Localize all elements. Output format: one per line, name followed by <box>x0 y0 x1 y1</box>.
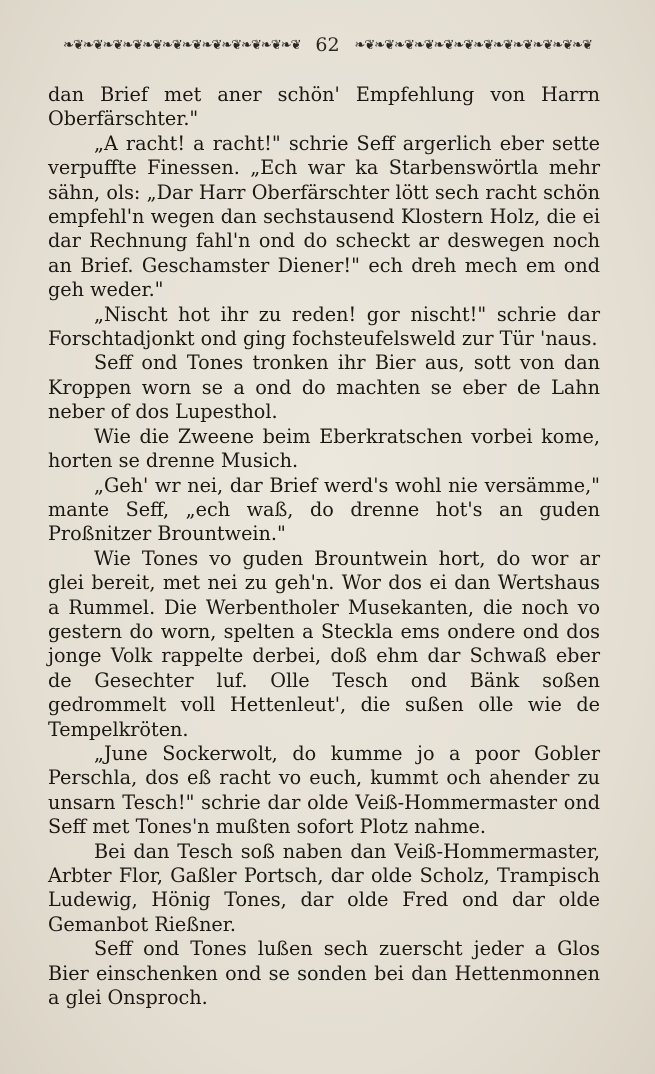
paragraph-10: Seff ond Tones lußen sech zuerscht jeder a Glos Bier einschenken ond se sonden bei dan Hettenmonnen a glei Onsproch. <box>48 937 600 1010</box>
ornament-right: ❧❦❧❦❧❦❧❦❧❦❧❦❧❦❧❦❧❦❧❦❧❦❧❦ <box>354 37 592 53</box>
paragraph-7: Wie Tones vo guden Brountwein hort, do wor ar glei bereit, met nei zu geh'n. Wor dos ei dan Wertshaus a Rummel. Die Werbentholer Musekanten, die noch vo gestern do worn, spelten a Steckla ems ondere ond dos jonge Volk rappelte derbei, doß ehm dar Schwaß eber de Gesechter luf. Olle Tesch ond Bänk soßen gedrommelt voll Hettenleut', die sußen olle wie de Tempelkröten. <box>48 546 600 741</box>
running-head <box>40 30 615 60</box>
paragraph-3: „Nischt hot ihr zu reden! gor nischt!" schrie dar Forschtadjonkt ond ging fochsteufelsweld zur Tür 'naus. <box>48 302 600 351</box>
paragraph-5: Wie die Zweene beim Eberkratschen vorbei kome, horten se drenne Musich. <box>48 424 600 473</box>
paragraph-6: „Geh' wr nei, dar Brief werd's wohl nie versämme," mante Seff, „ech waß, do drenne hot's an guden Proßnitzer Brountwein." <box>48 473 600 546</box>
paragraph-4: Seff ond Tones tronken ihr Bier aus, sott von dan Kroppen worn se a ond do machten se eber de Lahn neber of dos Lupesthol. <box>48 351 600 424</box>
ornament-left: ❧❦❧❦❧❦❧❦❧❦❧❦❧❦❧❦❧❦❧❦❧❦❧❦ <box>63 37 301 53</box>
paragraph-2: „A racht! a racht!" schrie Seff argerlich eber sette verpuffte Finessen. „Ech war ka Starbenswörtla mehr sähn, ols: „Dar Harr Oberfärschter lött sech racht schön empfehl'n wegen dan sechstausend Klostern Holz, die ei dar Rechnung fahl'n ond do scheckt ar deswegen noch an Brief. Geschamster Diener!" ech dreh mech em ond geh weder." <box>48 131 600 302</box>
page-number: 62 <box>315 34 340 56</box>
body-text <box>48 83 600 1010</box>
paragraph-1: dan Brief met aner schön' Empfehlung von Harrn Oberfärschter." <box>48 83 600 131</box>
paragraph-9: Bei dan Tesch soß naben dan Veiß-Hommermaster, Arbter Flor, Gaßler Portsch, dar olde Scholz, Trampisch Ludewig, Hönig Tones, dar olde Fred ond dar olde Gemanbot Rießner. <box>48 839 600 936</box>
paragraph-8: „June Sockerwolt, do kumme jo a poor Gobler Perschla, dos eß racht vo euch, kummt och ahender zu unsarn Tesch!" schrie dar olde Veiß-Hommermaster ond Seff met Tones'n mußten sofort Plotz nahme. <box>48 741 600 839</box>
